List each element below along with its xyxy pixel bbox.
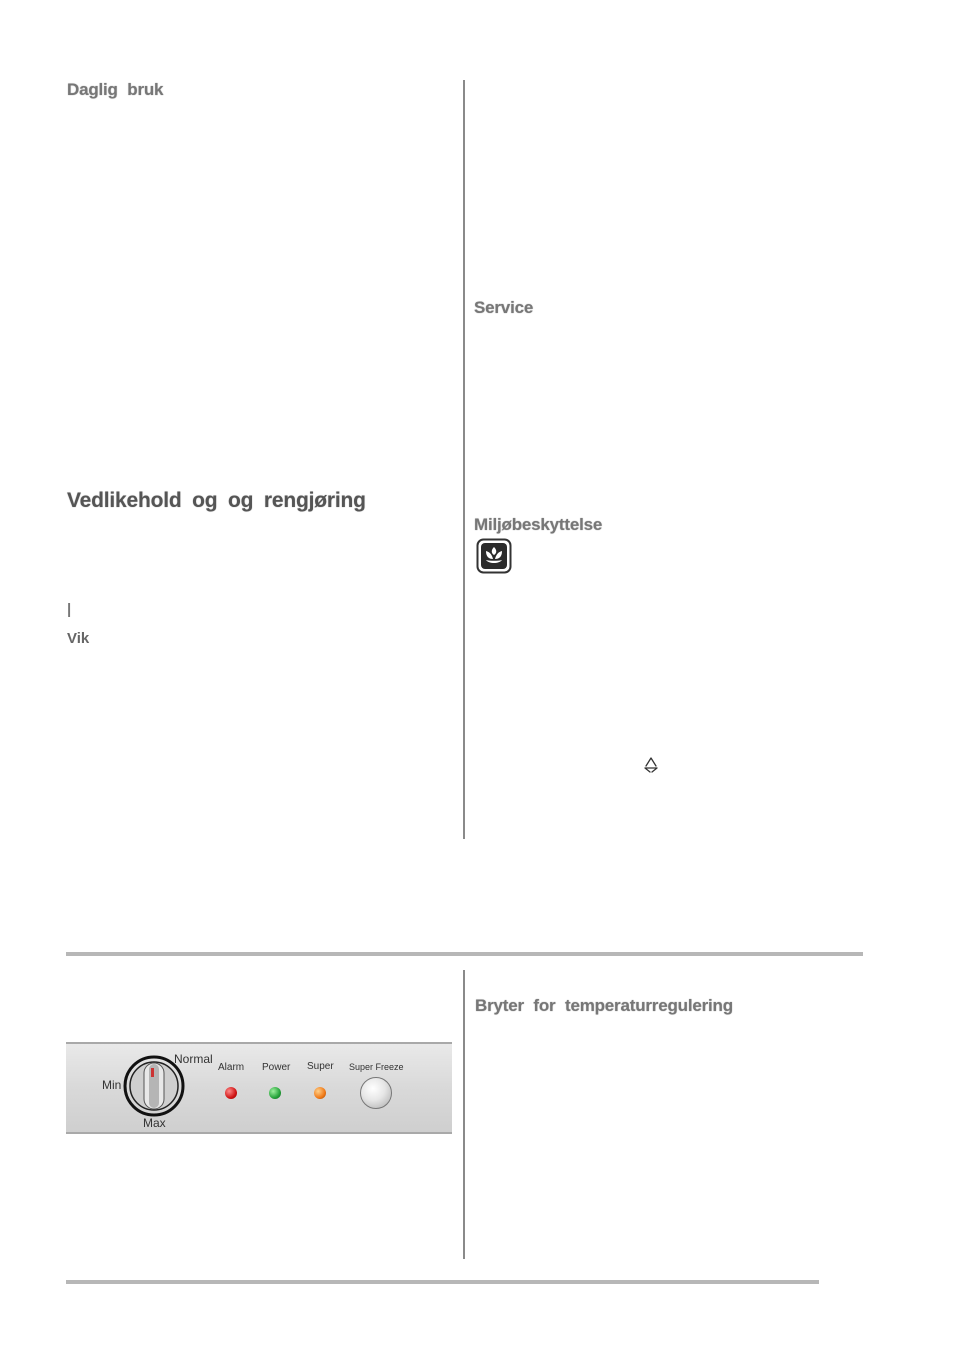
power-indicator-light: [269, 1087, 281, 1099]
super-freeze-label: Super Freeze: [349, 1062, 404, 1072]
knob-label-min: Min: [102, 1078, 122, 1092]
section-divider-top: [66, 952, 863, 956]
heading-environment: Miljøbeskyttelse: [474, 515, 603, 534]
indicator-label-alarm: Alarm: [218, 1062, 245, 1073]
environment-flower-icon: [476, 538, 512, 574]
alarm-indicator-light: [225, 1087, 237, 1099]
knob-label-normal: Normal: [174, 1052, 213, 1066]
knob-label-max: Max: [143, 1116, 166, 1130]
super-indicator-light: [314, 1087, 326, 1099]
control-panel: [66, 1042, 452, 1134]
heading-maintenance: Vedlikehold og og rengjøring: [67, 489, 366, 512]
label-vik: Vik: [67, 630, 90, 647]
heading-thermostat: Bryter for temperaturregulering: [475, 996, 733, 1015]
section-divider-bottom: [66, 1280, 819, 1284]
heading-daily-use: Daglig bruk: [67, 80, 164, 99]
marker-bar: |: [67, 601, 72, 618]
column-divider-top: [463, 80, 465, 839]
super-freeze-button[interactable]: [360, 1077, 392, 1109]
indicator-label-power: Power: [262, 1062, 291, 1073]
recycle-icon: [642, 756, 660, 774]
heading-service: Service: [474, 298, 534, 317]
indicator-label-super: Super: [307, 1061, 334, 1072]
column-divider-bottom: [463, 970, 465, 1259]
